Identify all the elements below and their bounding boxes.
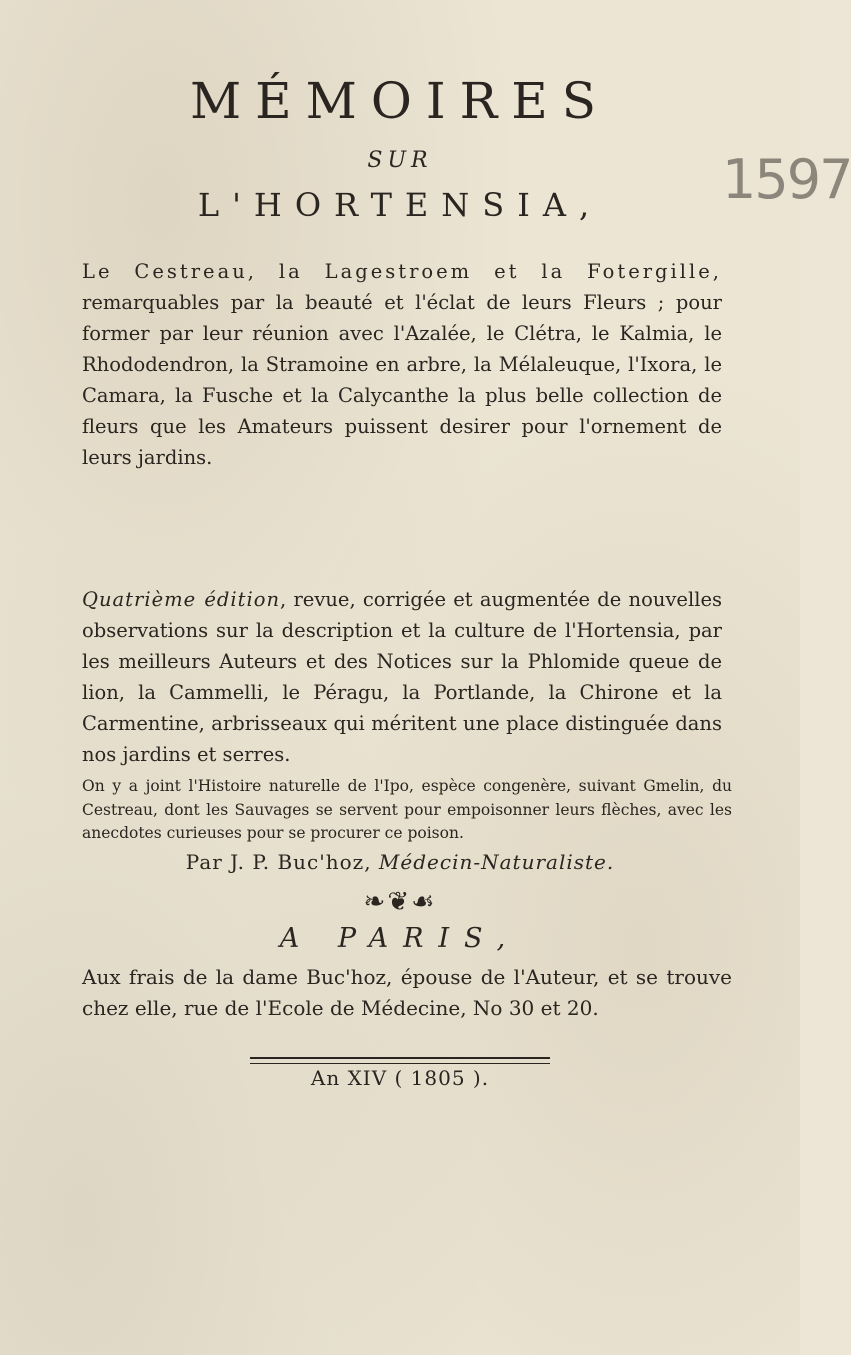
edition-text: , revue, corrigée et augmentée de nouvelles observations sur la description et la culture de l'Hortensia, par les meilleurs Auteurs et des Notices sur la Phlomide queue de lion, la Cammelli, le Péragu, la Portlande, la Chirone et la Carmentine, arbrisseaux qui méritent une place distinguée dans nos jardins et serres. <box>82 588 722 766</box>
appendix-note: On y a joint l'Histoire naturelle de l'Ipo, espèce congenère, suivant Gmelin, du Cestreau, dont les Sauvages se servent pour empoisonner leurs flèches, avec les anecdotes curieuses pour se procurer ce poison. <box>82 777 732 842</box>
description-paragraph <box>82 256 722 473</box>
fleuron-ornament: ❧❦☙ <box>363 887 437 917</box>
title-hortensia: L'HORTENSIA, <box>197 186 603 224</box>
description-text: remarquables par la beauté et l'éclat de leurs Fleurs ; pour former par leur réunion avec l'Azalée, le Clétra, le Kalmia, le Rhododendron, la Stramoine en arbre, la Mélaleuque, l'Ixora, le Camara, la Fusche et la Calycanthe la plus belle collection de fleurs que les Amateurs puissent desirer pour l'ornement de leurs jardins. <box>82 291 722 469</box>
imprint-text: Aux frais de la dame Buc'hoz, épouse de l'Auteur, et se trouve chez elle, rue de l'Ecole de Médecine, No 30 et 20. <box>82 965 732 1020</box>
divider-rule <box>250 1057 550 1064</box>
author-line <box>0 850 800 874</box>
publication-date: An XIV ( 1805 ). <box>310 1066 490 1090</box>
title-sur: SUR <box>367 148 433 173</box>
description-head: Le Cestreau, la Lagestroem et la Fotergille, <box>82 260 722 283</box>
author-role: Médecin-Naturaliste. <box>378 850 615 874</box>
library-stamp: 1597 <box>722 148 851 211</box>
edition-paragraph <box>82 584 722 770</box>
title-memoires: MÉMOIRES <box>189 72 611 130</box>
edition-head: Quatrième édition <box>82 588 281 611</box>
publication-place: A PARIS, <box>279 923 521 954</box>
author-name: Par J. P. Buc'hoz, <box>185 850 372 874</box>
